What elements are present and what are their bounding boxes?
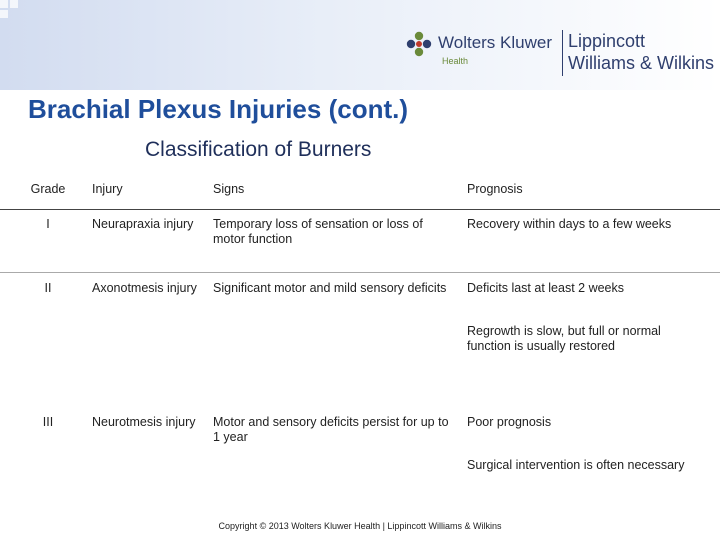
table-row (0, 210, 720, 273)
header-band (0, 0, 720, 90)
table-row (0, 273, 720, 407)
table-row (0, 407, 720, 537)
prognosis-text: Deficits last at least 2 weeks (467, 281, 625, 295)
prognosis-text: Regrowth is slow, but full or normal function is usually restored (467, 324, 661, 353)
logo-health: Health (442, 56, 469, 66)
logo-divider (562, 30, 563, 76)
logo-wolters-kluwer: Wolters Kluwer (438, 33, 552, 52)
prognosis-text: Poor prognosis (467, 415, 552, 429)
signs-cell: Temporary loss of sensation or loss of motor function (213, 217, 423, 246)
signs-cell: Significant motor and mild sensory deficits (213, 281, 447, 295)
decorative-squares (0, 0, 30, 22)
prognosis-cell (467, 217, 707, 232)
grade-cell: II (44, 281, 52, 295)
prognosis-cell (467, 415, 707, 473)
wolters-kluwer-logo-icon (406, 31, 432, 57)
logo-williams-wilkins: Williams & Wilkins (568, 53, 714, 73)
prognosis-text: Surgical intervention is often necessary (467, 458, 685, 472)
injury-cell: Neurapraxia injury (92, 217, 194, 231)
header-grade: Grade (30, 182, 66, 196)
publisher-logo (406, 28, 716, 80)
injury-cell: Neurotmesis injury (92, 415, 196, 429)
burners-classification-table (0, 176, 720, 537)
prognosis-text: Recovery within days to a few weeks (467, 217, 672, 231)
injury-cell: Axonotmesis injury (92, 281, 197, 295)
copyright-footer: Copyright © 2013 Wolters Kluwer Health | Lippincott Williams & Wilkins (218, 521, 502, 531)
slide-title: Brachial Plexus Injuries (cont.) (28, 94, 408, 124)
logo-lippincott: Lippincott (568, 31, 646, 51)
grade-cell: I (46, 217, 50, 231)
grade-cell: III (42, 415, 54, 429)
header-prognosis: Prognosis (467, 182, 523, 196)
prognosis-cell (467, 281, 707, 354)
table-header-row (0, 176, 720, 210)
header-signs: Signs (213, 182, 245, 196)
signs-cell: Motor and sensory deficits persist for up to 1 year (213, 415, 449, 444)
slide-subtitle: Classification of Burners (145, 138, 372, 161)
header-injury: Injury (92, 182, 123, 196)
